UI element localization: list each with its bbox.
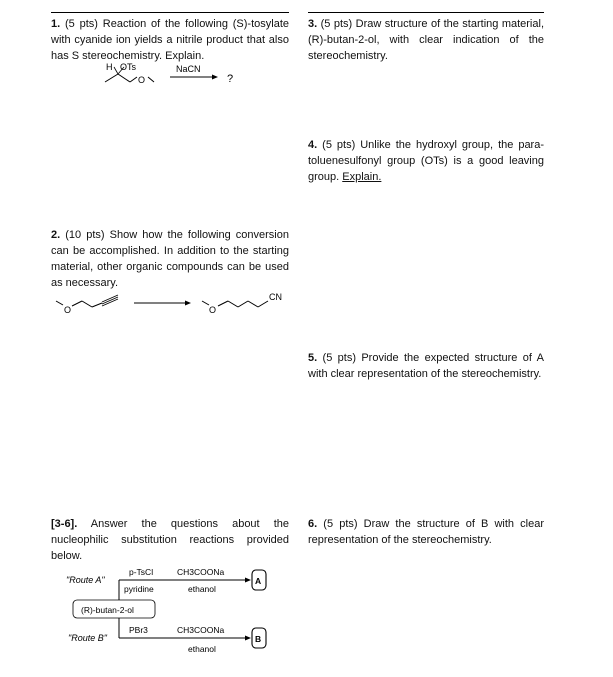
route-b-reagent-2: CH3COONa [177, 625, 225, 635]
question-6-number: 6. [308, 518, 318, 530]
question-6 [308, 516, 544, 548]
route-a-label: "Route A" [66, 575, 105, 585]
question-3-6-text: Answer the questions about the nucleophilic substitution reactions provided below. [51, 518, 289, 562]
q2-cn-label: CN [269, 292, 282, 302]
route-a-solvent-2: ethanol [188, 584, 216, 594]
question-1-text: (5 pts) Reaction of the following (S)-tosylate with cyanide ion yields a nitrile product that also has S stereochemistry. Explain. [51, 18, 289, 62]
question-1-number: 1. [51, 18, 61, 30]
question-5-number: 5. [308, 352, 318, 364]
question-6-text: (5 pts) Draw the structure of B with clear representation of the stereochemistry. [308, 518, 544, 546]
start-material-label: (R)-butan-2-ol [81, 605, 134, 615]
q1-product: ? [227, 73, 234, 85]
question-4-text: (5 pts) Unlike the hydroxyl group, the para-toluenesulfonyl group (OTs) is a good leaving group. [308, 139, 544, 183]
q1-reagent: NaCN [176, 64, 201, 74]
question-3-6-intro [51, 516, 289, 564]
question-3-text: (5 pts) Draw structure of the starting material, (R)-butan-2-ol, with clear indication of the stereochemistry. [308, 18, 544, 62]
question-4-number: 4. [308, 139, 318, 151]
question-2 [51, 227, 289, 291]
route-a-reagent-1: p-TsCl [129, 567, 154, 577]
q1-o-label: O [138, 75, 146, 85]
question-5 [308, 350, 544, 382]
question-2-text: (10 pts) Show how the following conversion can be accomplished. In addition to the starting material, other organic compounds can be used as necessary. [51, 229, 289, 289]
product-a-label: A [255, 576, 262, 586]
route-a-reagent-2: CH3COONa [177, 567, 225, 577]
q2-start-o-label: O [64, 305, 72, 315]
question-3 [308, 16, 544, 64]
question-4 [308, 137, 544, 185]
question-5-text: (5 pts) Provide the expected structure of A with clear representation of the stereochemistry. [308, 352, 544, 380]
question-3-number: 3. [308, 18, 318, 30]
route-b-solvent-2: ethanol [188, 644, 216, 654]
question-2-scheme [52, 291, 302, 321]
question-1 [51, 16, 289, 64]
q1-ots-label: OTs [120, 62, 137, 72]
route-b-label: "Route B" [68, 633, 107, 643]
question-3-6-number: [3-6]. [51, 518, 78, 530]
question-1-scheme [100, 60, 270, 96]
routes-scheme [52, 560, 302, 670]
top-rule-right [308, 12, 544, 13]
q1-h-label: H [106, 62, 113, 72]
route-b-reagent-1: PBr3 [129, 625, 148, 635]
product-b-label: B [255, 634, 262, 644]
q2-product-o-label: O [209, 305, 217, 315]
question-4-explain: Explain. [342, 171, 382, 183]
question-2-number: 2. [51, 229, 61, 241]
route-a-solvent-1: pyridine [124, 584, 154, 594]
top-rule-left [51, 12, 289, 13]
